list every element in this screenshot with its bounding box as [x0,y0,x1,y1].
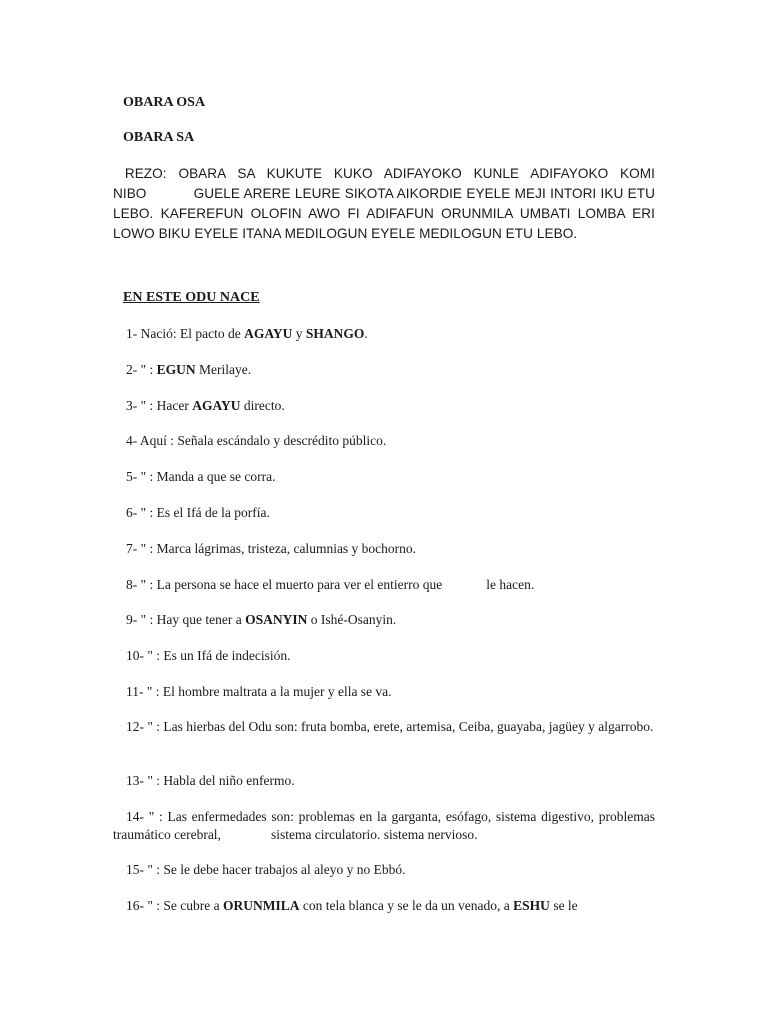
list-item-2 [113,361,655,379]
item-number: 16- " : [126,898,161,913]
list-item-12 [113,718,655,736]
list-item-15 [113,861,655,879]
item-text: se le [553,898,578,913]
item-text: Se cubre a [163,898,220,913]
item-text: directo. [243,398,285,413]
list-item-3 [113,397,655,415]
item-number: 3- " : [126,398,154,413]
item-number: 15- " : [126,862,161,877]
list-item-5 [113,468,655,486]
item-text: Habla del niño enfermo. [163,773,295,788]
section-title: EN ESTE ODU NACE [123,290,260,305]
item-bold: ORUNMILA [223,898,300,913]
list-item-16 [113,897,655,915]
odu-title-obara-sa: OBARA SA [123,130,195,145]
item-number: 11- " : [126,684,160,699]
list-item-7 [113,540,655,558]
item-number: 14- " : [126,809,163,824]
item-number: 7- " : [126,541,154,556]
item-text: o Ishé-Osanyin. [310,612,397,627]
item-bold: OSANYIN [245,612,308,627]
list-item-11 [113,683,655,701]
item-number: 10- " : [126,648,161,663]
item-text: con tela blanca y se le da un venado, a [302,898,510,913]
item-number: 6- " : [126,505,154,520]
list-item-14 [113,808,655,844]
item-number: 2- " : [126,362,154,377]
item-text: Marca lágrimas, tristeza, calumnias y bochorno. [156,541,417,556]
rezo-line-1: REZO: OBARA SA KUKUTE KUKO ADIFAYOKO KUNLE ADIFAYOKO KOMI NIBO [113,166,655,201]
item-text: . [364,326,368,341]
item-number: 13- " : [126,773,161,788]
item-text: Las hierbas del Odu son: fruta bomba, erete, artemisa, Ceiba, guayaba, jagüey y algarrobo. [163,719,654,734]
list-item-4 [113,432,655,450]
item-bold: EGUN [156,362,196,377]
item-text: Merilaye. [199,362,252,377]
item-text: y [295,326,303,341]
list-item-1 [113,325,655,343]
list-item-13 [113,772,655,790]
rezo-paragraph [113,164,655,244]
item-text: El pacto de [179,326,241,341]
item-number: 8- " : [126,577,154,592]
item-number: 9- " : [126,612,154,627]
item-text: El hombre maltrata a la mujer y ella se va. [162,684,392,699]
item-text: La persona se hace el muerto para ver el entierro que [156,577,443,592]
item-text: Se le debe hacer trabajos al aleyo y no Ebbó. [163,862,406,877]
item-number: 4- Aquí : [126,433,175,448]
list-item-8 [113,576,655,594]
list-item-9 [113,611,655,629]
rezo-line-2: GUELE ARERE LEURE SIKOTA AIKORDIE EYELE MEJI INTORI IKU ETU LEBO. KAFEREFUN OLOFIN AWO FI ADIFAFUN ORUNMILA UMBATI LOMBA ERI LOWO BIKU EYELE ITANA MEDILOGUN EYELE MEDILOGUN ETU LEBO. [113,186,655,241]
item-text: Manda a que se corra. [156,469,276,484]
item-bold: SHANGO [305,326,365,341]
item-text: Es el Ifá de la porfía. [156,505,270,520]
item-text: Hacer [156,398,189,413]
item-number: 5- " : [126,469,154,484]
odu-title-obara-osa: OBARA OSA [123,95,206,110]
item-number: 12- " : [126,719,161,734]
item-text: Hay que tener a [156,612,242,627]
list-item-6 [113,504,655,522]
item-text: Las enfermedades son: problemas en la garganta, esófago, sistema digestivo, problemas traumático cerebral, [113,809,655,842]
item-text: le hacen. [486,577,535,592]
item-text: Es un Ifá de indecisión. [163,648,291,663]
item-text: Señala escándalo y descrédito público. [177,433,387,448]
item-bold: ESHU [513,898,550,913]
item-text: sistema circulatorio. sistema nervioso. [270,827,478,842]
item-number: 1- Nació: [126,326,177,341]
list-item-10 [113,647,655,665]
item-bold: AGAYU [244,326,293,341]
item-bold: AGAYU [192,398,241,413]
